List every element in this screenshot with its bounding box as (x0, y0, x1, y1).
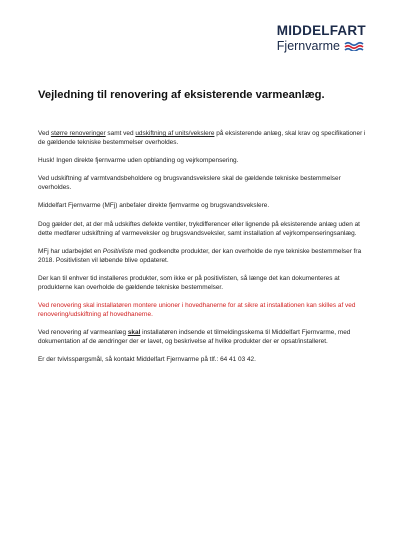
paragraph-contact: Er der tvivlsspørgsmål, så kontakt Middelfart Fjernvarme på tlf.: 64 41 03 42. (38, 356, 256, 364)
paragraph-water-heaters: Ved udskiftning af varmtvandsbeholdere og brugsvandsvekslere skal de gældende tekniske bestemmelser overholdes. (38, 175, 341, 192)
paragraph-positive-list: MFj har udarbejdet en Positivliste med godkendte produkter, der kan overholde de nye tekniske bestemmelser fra 2018. Positivlisten vil løbende blive opdateret. (38, 247, 362, 264)
document-title: Vejledning til renovering af eksisterende varmeanlæg. (38, 89, 325, 101)
paragraph-registration: Ved renovering af varmeanlæg skal installatøren indsende et tilmeldingsskema til Middelfart Fjernvarme, med dokumentation af de ændringer der er lavet, og beskrivelse af hvilke produkter der er opsat/installeret. (38, 329, 351, 345)
paragraph-unions-warning: Ved renovering skal installatøren montere unioner i hovedhanerne for at sikre at installationen kan skilles af ved renovering/udskiftning af hovedhanerne. (38, 301, 356, 318)
company-logo (277, 24, 366, 53)
paragraph-exceptions: Dog gælder det, at der må udskiftes defekte ventiler, trykdifferencer eller lignende på eksisterende anlæg uden at dette medfører udskiftning af varmeveksler og brugsvandsveksler, samt installation af vejrkompenseringsanlæg. (38, 220, 360, 237)
paragraph-recommendation: Middelfart Fjernvarme (MFj) anbefaler direkte fjernvarme og brugsvandsvekslere. (38, 202, 270, 210)
logo-name: MIDDELFART (276, 23, 366, 38)
paragraph-reminder: Husk! Ingen direkte fjernvarme uden opblanding og vejrkompensering. (38, 157, 239, 165)
waves-icon (344, 41, 366, 51)
paragraph-major-renovations: Ved større renoveringer samt ved udskiftning af units/vekslere på eksisterende anlæg, skal krav og specifikationer i de gældende tekniske bestemmelser overholdes. (38, 130, 366, 146)
document-body (38, 130, 366, 374)
logo-subtitle: Fjernvarme (276, 39, 340, 53)
paragraph-other-products: Der kan til enhver tid installeres produkter, som ikke er på positivlisten, så længe det kan dokumenteres at produkterne kan overholde de gældende tekniske bestemmelser. (38, 274, 340, 291)
